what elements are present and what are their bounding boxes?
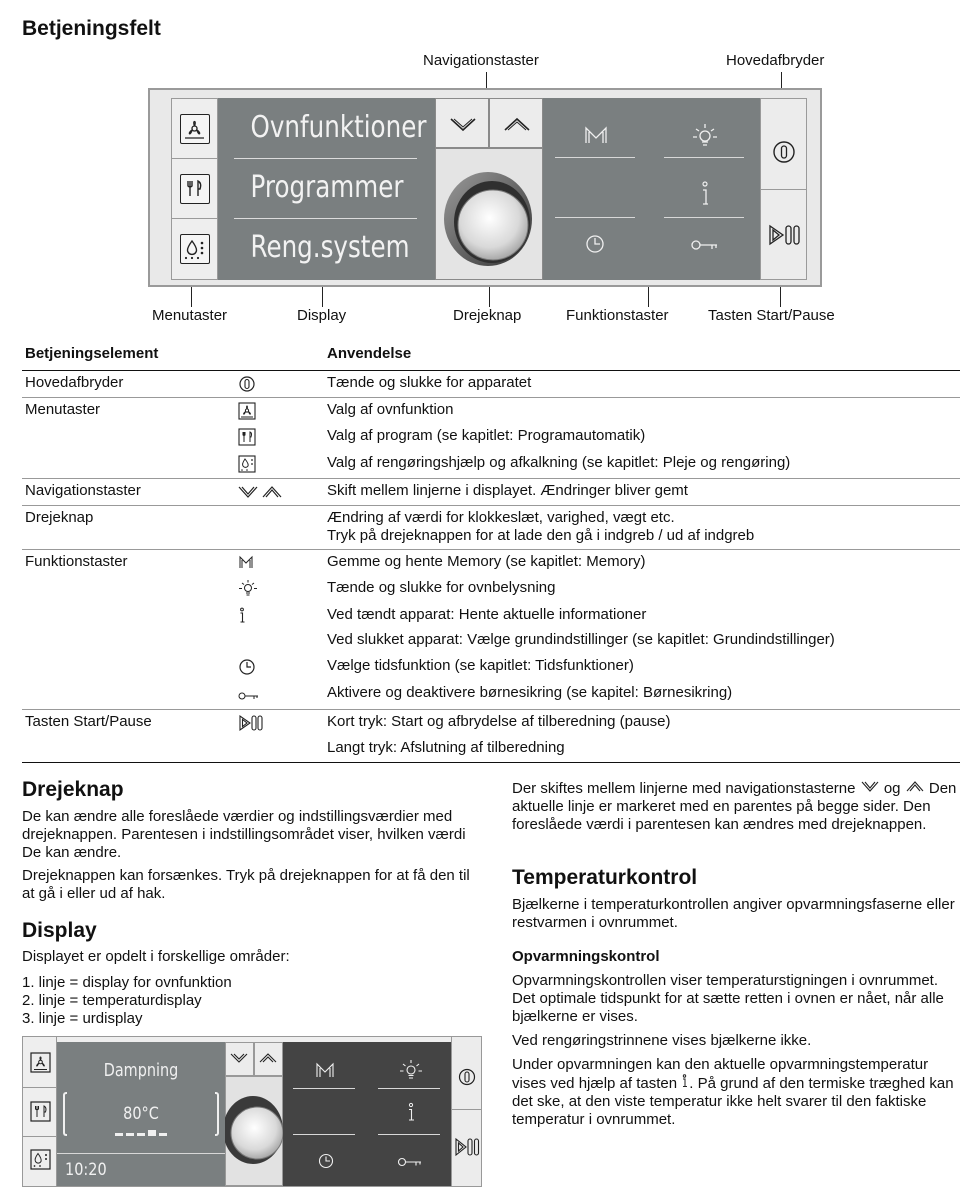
power-icon[interactable] <box>457 1067 477 1087</box>
display-list-item-3: 3. linje = urdisplay <box>22 1010 143 1027</box>
right-keys <box>451 1037 481 1186</box>
display-line-1: Dampning <box>103 1060 179 1081</box>
example-display <box>57 1042 225 1186</box>
menu-keys <box>23 1037 57 1186</box>
info-icon[interactable] <box>406 1102 416 1122</box>
row-text: Vælge tidsfunktion (se kapitlet: Tidsfunktioner) <box>327 657 634 674</box>
row-text: Tænde og slukke for ovnbelysning <box>327 579 556 596</box>
row-text: Gemme og hente Memory (se kapitlet: Memory) <box>324 549 960 576</box>
table-row <box>22 370 960 397</box>
heading-drejeknap: Drejeknap <box>22 778 124 801</box>
heading-opvarmningskontrol: Opvarmningskontrol <box>512 948 660 965</box>
row-text: Ved slukket apparat: Vælge grundindstillinger (se kapitlet: Grundindstillinger) <box>327 631 835 648</box>
chevron-up-icon <box>490 99 544 149</box>
cleaning-icon[interactable] <box>30 1149 51 1170</box>
row-text: Ved tændt apparat: Hente aktuelle informationer <box>327 606 647 623</box>
program-icon <box>180 174 210 204</box>
control-panel <box>148 88 822 287</box>
callout-main-switch: Hovedafbryder <box>726 52 825 69</box>
row-element: Menutaster <box>22 397 238 424</box>
page-title: Betjeningsfelt <box>22 17 161 40</box>
table-row <box>22 549 960 576</box>
display-list-item-2: 2. linje = temperaturdisplay <box>22 992 202 1009</box>
light-icon[interactable] <box>691 120 719 150</box>
callout-display: Display <box>297 307 347 324</box>
start-pause-icon[interactable] <box>454 1137 481 1157</box>
table-row <box>22 424 960 451</box>
callout-knob: Drejeknap <box>453 307 522 324</box>
temperature-paragraph: Bjælkerne i temperaturkontrollen angiver opvarmningsfaserne eller restvarmen i ovnrummet. <box>512 896 955 931</box>
chevron-up-icon <box>905 780 925 793</box>
cleaning-icon <box>180 234 210 264</box>
start-pause-icon <box>238 714 264 732</box>
memory-icon <box>238 555 254 570</box>
key-icon <box>238 691 260 701</box>
key-icon[interactable] <box>397 1156 423 1168</box>
display-line-2: Programmer <box>250 170 404 205</box>
chevron-down-icon <box>436 99 490 149</box>
row-text: Tænde og slukke for apparatet <box>324 370 960 397</box>
callout-menu: Menutaster <box>152 307 228 324</box>
table-row <box>22 603 960 628</box>
callout-navigation: Navigationstaster <box>423 52 539 69</box>
navigation-keys <box>435 98 543 280</box>
display-line-2: 80°C <box>123 1104 159 1124</box>
drejeknap-paragraph-2: Drejeknappen kan forsænkes. Tryk på drejeknappen for at få den til at gå i eller ud af hak. <box>22 867 470 902</box>
table-row <box>22 628 960 654</box>
table-row <box>22 576 960 603</box>
row-text: Skift mellem linjerne i displayet. Ændringer bliver gemt <box>324 478 960 505</box>
row-text: Valg af program (se kapitlet: Programautomatik) <box>327 427 646 444</box>
heading-temperaturkontrol: Temperaturkontrol <box>512 866 698 889</box>
info-icon[interactable] <box>697 180 713 206</box>
display-line-1: Ovnfunktioner <box>250 110 427 145</box>
heading-display: Display <box>22 919 97 942</box>
heating-text-a: Under opvarmningen kan den aktuelle opvarmningstemperatur vises ved hjælp af tasten <box>512 1056 929 1092</box>
heating-paragraph-1: Opvarmningskontrollen viser temperaturstigningen i ovnrummet. Det optimale tidspunkt for at sætte retten i ovnen er nået, når alle bjælkerne er vises. <box>512 972 944 1025</box>
control-panel-example <box>22 1036 482 1187</box>
nav-text-b: Den aktuelle linje er markeret med en parentes på begge sider. Den foreslåede værdi i parentesen kan ændres med drejeknappen. <box>512 780 957 833</box>
key-icon[interactable] <box>690 238 720 252</box>
heating-paragraph-3 <box>512 1056 960 1129</box>
row-text: Kort tryk: Start og afbrydelse af tilberedning (pause) <box>324 709 960 736</box>
oven-function-icon <box>238 402 256 420</box>
table-header-usage: Anvendelse <box>324 345 960 370</box>
rotary-knob-area <box>435 148 543 280</box>
menu-key-cleaning[interactable] <box>172 219 217 279</box>
drejeknap-paragraph-1: De kan ændre alle foreslåede værdier og indstillingsværdier med drejeknappen. Parentesen i indstillingsområdet viser, hvilken værdi De kan ændre. <box>22 808 466 861</box>
row-text: Aktivere og deaktivere børnesikring (se kapitel: Børnesikring) <box>327 684 733 701</box>
table-row <box>22 709 960 736</box>
nav-text-a: Der skiftes mellem linjerne med navigationstasterne <box>512 780 856 797</box>
row-text: Valg af rengøringshjælp og afkalkning (se kapitlet: Pleje og rengøring) <box>327 454 791 471</box>
table-row <box>22 397 960 424</box>
display <box>218 98 435 280</box>
nav-arrows-icon[interactable] <box>225 1042 283 1076</box>
display-list-item-1: 1. linje = display for ovnfunktion <box>22 974 232 991</box>
row-text: Tryk på drejeknappen for at lade den gå i indgreb / ud af indgreb <box>327 526 755 544</box>
clock-icon <box>238 658 256 676</box>
table-header-element: Betjeningselement <box>22 345 324 370</box>
row-element: Hovedafbryder <box>22 370 238 397</box>
heating-paragraph-2: Ved rengøringstrinnene vises bjælkerne ikke. <box>512 1032 812 1049</box>
controls-table <box>22 345 960 763</box>
row-text: Ændring af værdi for klokkeslæt, varighed, vægt etc. <box>327 508 675 526</box>
cleaning-icon <box>238 455 256 473</box>
oven-function-icon[interactable] <box>30 1052 51 1073</box>
table-row <box>22 654 960 681</box>
memory-icon[interactable] <box>315 1062 335 1079</box>
power-icon <box>238 375 256 393</box>
memory-icon[interactable] <box>583 124 609 146</box>
rotary-knob[interactable] <box>225 1076 283 1186</box>
display-line-3: 10:20 <box>65 1160 107 1180</box>
navigation-paragraph <box>512 780 960 834</box>
navigation-keys <box>225 1042 283 1186</box>
info-icon <box>238 607 248 624</box>
program-icon <box>238 428 256 446</box>
menu-key-program[interactable] <box>172 159 217 219</box>
function-keys <box>543 98 760 280</box>
menu-key-oven-function[interactable] <box>172 99 217 159</box>
table-row <box>22 736 960 763</box>
display-intro: Displayet er opdelt i forskellige områder: <box>22 948 290 965</box>
nav-arrows-icon <box>238 484 286 500</box>
oven-function-icon <box>180 114 210 144</box>
chevron-down-icon <box>860 780 880 793</box>
right-keys <box>760 98 807 280</box>
row-element: Funktionstaster <box>22 549 238 576</box>
program-icon[interactable] <box>30 1101 51 1122</box>
nav-down-button[interactable] <box>435 98 489 148</box>
callout-startpause: Tasten Start/Pause <box>708 307 835 324</box>
nav-text-og: og <box>883 780 901 797</box>
light-icon <box>238 579 258 597</box>
table-row <box>22 505 960 549</box>
row-element: Drejeknap <box>22 505 238 549</box>
menu-keys <box>171 98 218 280</box>
power-icon[interactable] <box>771 139 797 165</box>
light-icon[interactable] <box>399 1058 423 1082</box>
heating-text-b: . På grund af den termiske træghed kan det ske, at den viste temperatur ikke helt svarer til den faktiske temperatur i ovnrummet. <box>512 1075 954 1128</box>
rotary-knob[interactable] <box>436 149 544 279</box>
clock-icon[interactable] <box>317 1152 335 1170</box>
row-element: Tasten Start/Pause <box>22 709 238 736</box>
table-row <box>22 681 960 709</box>
display-line-3: Reng.system <box>250 230 410 265</box>
table-row <box>22 451 960 478</box>
clock-icon[interactable] <box>584 233 606 255</box>
start-pause-icon[interactable] <box>767 223 801 247</box>
function-keys <box>283 1042 451 1186</box>
row-text: Valg af ovnfunktion <box>324 397 960 424</box>
heating-bars <box>115 1128 167 1138</box>
row-text: Langt tryk: Afslutning af tilberedning <box>324 736 960 763</box>
table-row <box>22 478 960 505</box>
row-element: Navigationstaster <box>22 478 238 505</box>
nav-up-button[interactable] <box>489 98 543 148</box>
callout-function: Funktionstaster <box>566 307 669 324</box>
